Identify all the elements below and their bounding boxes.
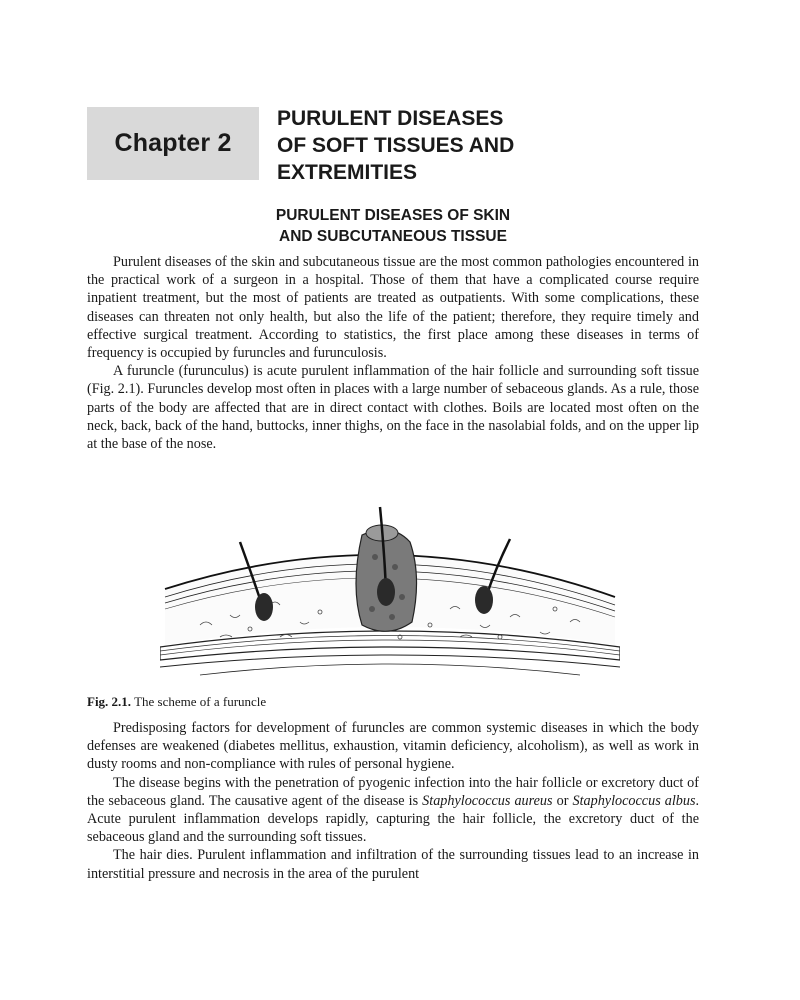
furuncle-illustration xyxy=(160,497,620,687)
figure-caption-text: The scheme of a furuncle xyxy=(134,694,267,709)
figure-label: Fig. 2.1. xyxy=(87,694,132,709)
paragraph: A furuncle (furunculus) is acute purulent inflammation of the hair follicle and surrounding soft tissue (Fig. 2.1). Furuncles develop most often in places with a large number of sebaceous glands. As a rule, those parts of the body are affected that are in direct contact with clothes. Boils are located most often on the neck, back, back of the hand, buttocks, inner thighs, on the face in the nasolabial folds, and on the upper lip at the base of the nose. xyxy=(87,363,699,453)
organism-name: Staphylococcus aureus xyxy=(422,792,553,809)
section-title-line: PURULENT DISEASES OF SKIN xyxy=(275,207,511,224)
section-title-line: AND SUBCUTANEOUS TISSUE xyxy=(279,228,507,245)
body-text-bottom xyxy=(87,719,699,883)
chapter-title xyxy=(277,105,717,186)
paragraph: The hair dies. Purulent inflammation and infiltration of the surrounding tissues lead to an increase in interstitial pressure and necrosis in the area of the purulent xyxy=(87,847,699,882)
chapter-title-line: EXTREMITIES xyxy=(277,161,418,184)
chapter-label-box xyxy=(87,107,259,180)
paragraph-text: The disease begins with the penetration of pyogenic infection into the hair follicle or excretory duct of the sebaceous gland. The causative agent of the disease is xyxy=(87,774,699,809)
paragraph xyxy=(87,774,699,847)
paragraph-text: or xyxy=(556,792,569,809)
organism-name: Staphylococcus albus xyxy=(572,792,696,809)
chapter-title-line: OF SOFT TISSUES AND xyxy=(277,134,515,157)
body-text-top xyxy=(87,253,699,453)
figure-caption xyxy=(87,694,266,710)
chapter-label: Chapter 2 xyxy=(114,129,232,157)
section-title xyxy=(87,205,699,247)
chapter-title-line: PURULENT DISEASES xyxy=(277,107,504,130)
paragraph: Purulent diseases of the skin and subcutaneous tissue are the most common pathologies encountered in the practical work of a surgeon in a hospital. Those of them that have a complicated course require inpatient treatment, but the most of patients are treated as outpatients. With some complications, these diseases can threaten not only health, but also the life of the patient; therefore, they require timely and effective surgical treatment. According to statistics, the first place among these diseases in terms of frequency is occupied by furuncles and furunculosis. xyxy=(87,254,699,362)
paragraph: Predisposing factors for development of furuncles are common systemic diseases in which the body defenses are weakened (diabetes mellitus, exhaustion, vitamin deficiency, alcoholism), as well as work in dusty rooms and non-compliance with rules of personal hygiene. xyxy=(87,720,699,773)
paragraph-text: . Acute purulent inflammation develops rapidly, capturing the hair follicle, the excretory duct of the sebaceous gland and the surrounding soft tissues. xyxy=(87,792,700,846)
